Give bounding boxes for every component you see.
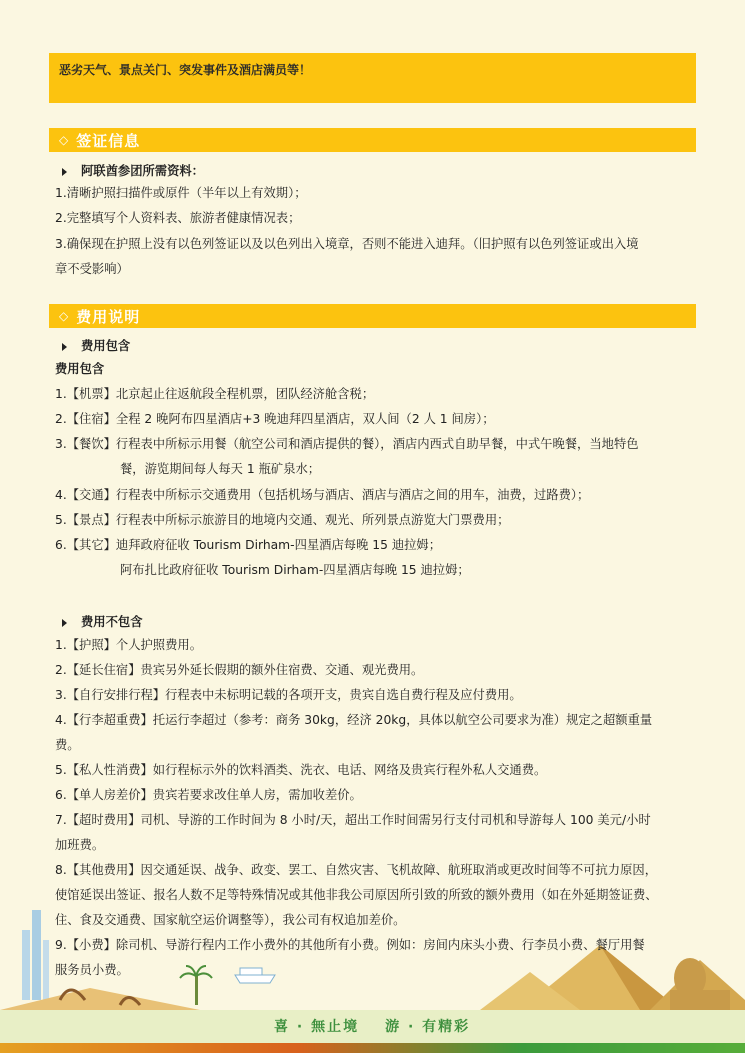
list-item: 餐，游览期间每人每天 1 瓶矿泉水； — [120, 462, 321, 476]
list-item: 服务员小费。 — [55, 963, 129, 977]
list-item: 费。 — [55, 738, 80, 752]
diamond-icon: ◇ — [59, 133, 69, 147]
list-item: 6.【单人房差价】贵宾若要求改住单人房，需加收差价。 — [55, 788, 362, 802]
list-item: 8.【其他费用】因交通延误、战争、政变、罢工、自然灾害、飞机故障、航班取消或更改时间等不可抗力原因， — [55, 863, 657, 877]
list-item: 7.【超时费用】司机、导游的工作时间为 8 小时/天，超出工作时间需另行支付司机和导游每人 100 美元/小时 — [55, 813, 651, 827]
list-item: 6.【其它】迪拜政府征收 Tourism Dirham-四星酒店每晚 15 迪拉姆； — [55, 538, 442, 552]
section-header-fees — [49, 304, 696, 328]
section-title: 签证信息 — [76, 131, 141, 150]
landscape-illustration — [0, 900, 745, 1015]
list-item: 住、食及交通费、国家航空运价调整等），我公司有权追加差价。 — [55, 913, 406, 927]
list-item: 4.【交通】行程表中所标示交通费用（包括机场与酒店、酒店与酒店之间的用车，油费，过路费）； — [55, 488, 590, 502]
included-heading: 费用包含 — [55, 362, 105, 376]
list-item: 加班费。 — [55, 838, 105, 852]
notice-banner: 恶劣天气、景点关门、突发事件及酒店满员等！ — [49, 53, 696, 103]
list-item: 1.清晰护照扫描件或原件（半年以上有效期）； — [55, 186, 307, 200]
visa-subtitle: 阿联酋参团所需资料： — [62, 161, 204, 179]
fees-excluded-subtitle: 费用不包含 — [62, 612, 143, 630]
section-header-visa — [49, 128, 696, 152]
list-item: 2.完整填写个人资料表、旅游者健康情况表； — [55, 211, 301, 225]
diamond-icon: ◇ — [59, 309, 69, 323]
triangle-right-icon — [62, 343, 67, 351]
slogan-left: 喜 · 無止境 — [274, 1019, 360, 1035]
list-item: 3.确保现在护照上没有以色列签证以及以色列出入境章，否则不能进入迪拜。（旧护照有以色列签证或出入境 — [55, 237, 639, 251]
footer-slogan — [274, 1016, 470, 1036]
list-item: 阿布扎比政府征收 Tourism Dirham-四星酒店每晚 15 迪拉姆； — [120, 563, 470, 577]
list-item: 3.【自行安排行程】行程表中未标明记载的各项开支，贵宾自选自费行程及应付费用。 — [55, 688, 522, 702]
list-item: 使馆延误出签证、报名人数不足等特殊情况或其他非我公司原因所引致的所致的额外费用（如在外延期签证费、 — [55, 888, 658, 902]
fees-included-subtitle: 费用包含 — [62, 336, 130, 354]
list-item: 1.【护照】个人护照费用。 — [55, 638, 202, 652]
triangle-right-icon — [62, 619, 67, 627]
list-item: 2.【住宿】全程 2 晚阿布四星酒店+3 晚迪拜四星酒店，双人间（2 人 1 间房）； — [55, 412, 495, 426]
list-item: 1.【机票】北京起止往返航段全程机票，团队经济舱含税； — [55, 387, 375, 401]
list-item: 4.【行李超重费】托运行李超过（参考：商务 30kg，经济 20kg，具体以航空公司要求为准）规定之超额重量 — [55, 713, 653, 727]
list-item: 5.【景点】行程表中所标示旅游目的地境内交通、观光、所列景点游览大门票费用； — [55, 513, 510, 527]
list-item: 2.【延长住宿】贵宾另外延长假期的额外住宿费、交通、观光费用。 — [55, 663, 424, 677]
list-item: 章不受影响） — [55, 262, 129, 276]
footer-band — [0, 1043, 745, 1053]
list-item: 3.【餐饮】行程表中所标示用餐（航空公司和酒店提供的餐），酒店内西式自助早餐，中式午晚餐，当地特色 — [55, 437, 639, 451]
list-item: 9.【小费】除司机、导游行程内工作小费外的其他所有小费。例如：房间内床头小费、行李员小费、餐厅用餐 — [55, 938, 645, 952]
section-title: 费用说明 — [76, 307, 141, 326]
slogan-right: 游 · 有精彩 — [385, 1019, 471, 1035]
triangle-right-icon — [62, 168, 67, 176]
list-item: 5.【私人性消费】如行程标示外的饮料酒类、洗衣、电话、网络及贵宾行程外私人交通费。 — [55, 763, 547, 777]
